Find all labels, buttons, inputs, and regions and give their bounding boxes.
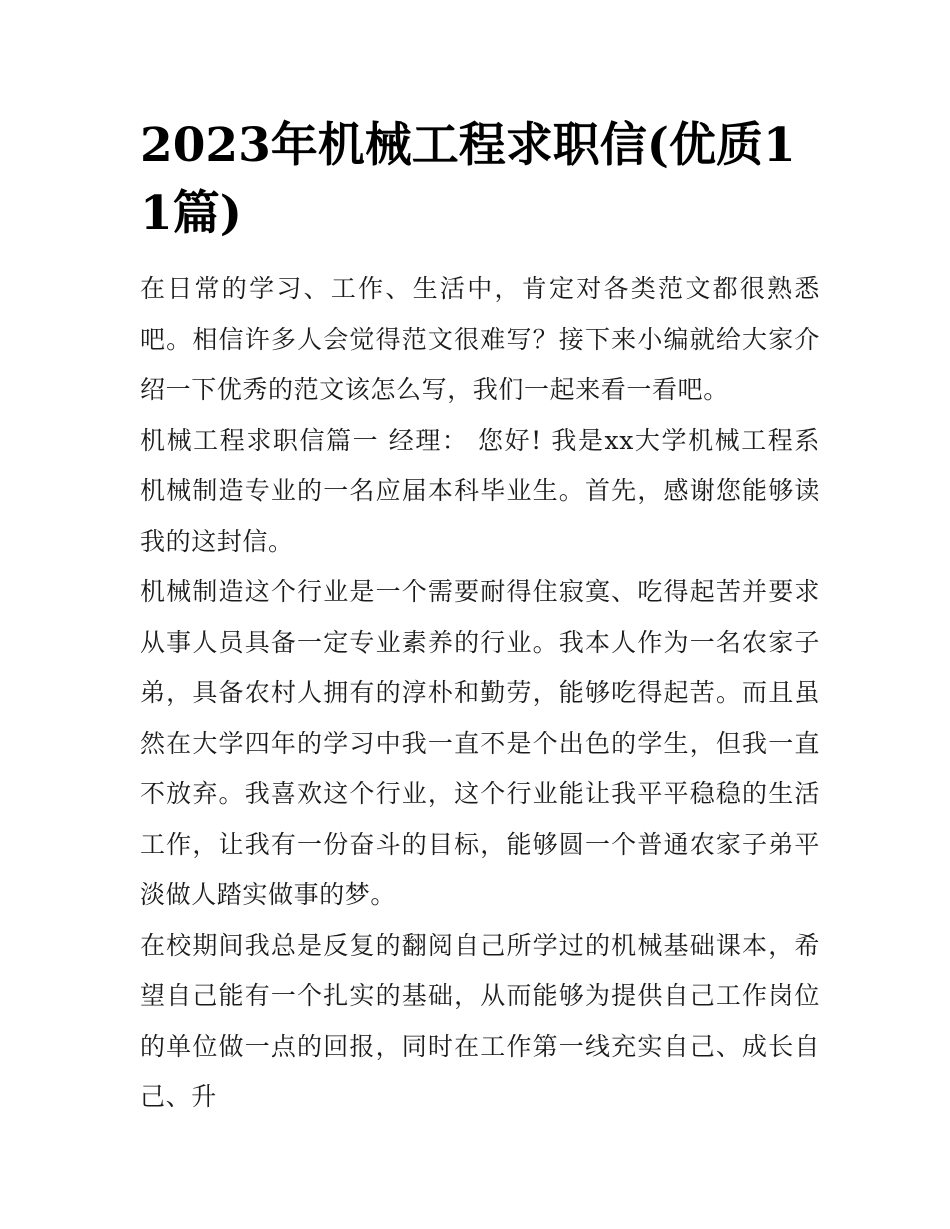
paragraph-study: 在校期间我总是反复的翻阅自己所学过的机械基础课本，希望自己能有一个扎实的基础，从而能够为提供自己工作岗位的单位做一点的回报，同时在工作第一线充实自己、成长自己、升 xyxy=(140,930,820,1111)
document-title: 2023年机械工程求职信(优质11篇) xyxy=(140,118,796,241)
paragraph-industry: 机械制造这个行业是一个需要耐得住寂寞、吃得起苦并要求从事人员具备一定专业素养的行业。我本人作为一名农家子弟，具备农村人拥有的淳朴和勤劳，能够吃得起苦。而且虽然在大学四年的学习中我一直不是个出色的学生，但我一直不放弃。我喜欢这个行业，这个行业能让我平平稳稳的生活工作，让我有一份奋斗的目标，能够圆一个普通农家子弟平淡做人踏实做事的梦。 xyxy=(140,577,820,909)
paragraph-greeting: 机械工程求职信篇一 经理： 您好! 我是xx大学机械工程系机械制造专业的一名应届本科毕业生。首先，感谢您能够读我的这封信。 xyxy=(140,425,820,556)
paragraph-intro: 在日常的学习、工作、生活中，肯定对各类范文都很熟悉吧。相信许多人会觉得范文很难写？接下来小编就给大家介绍一下优秀的范文该怎么写，我们一起来看一看吧。 xyxy=(140,274,820,404)
document-page xyxy=(140,112,820,1123)
document-body xyxy=(140,264,820,1123)
